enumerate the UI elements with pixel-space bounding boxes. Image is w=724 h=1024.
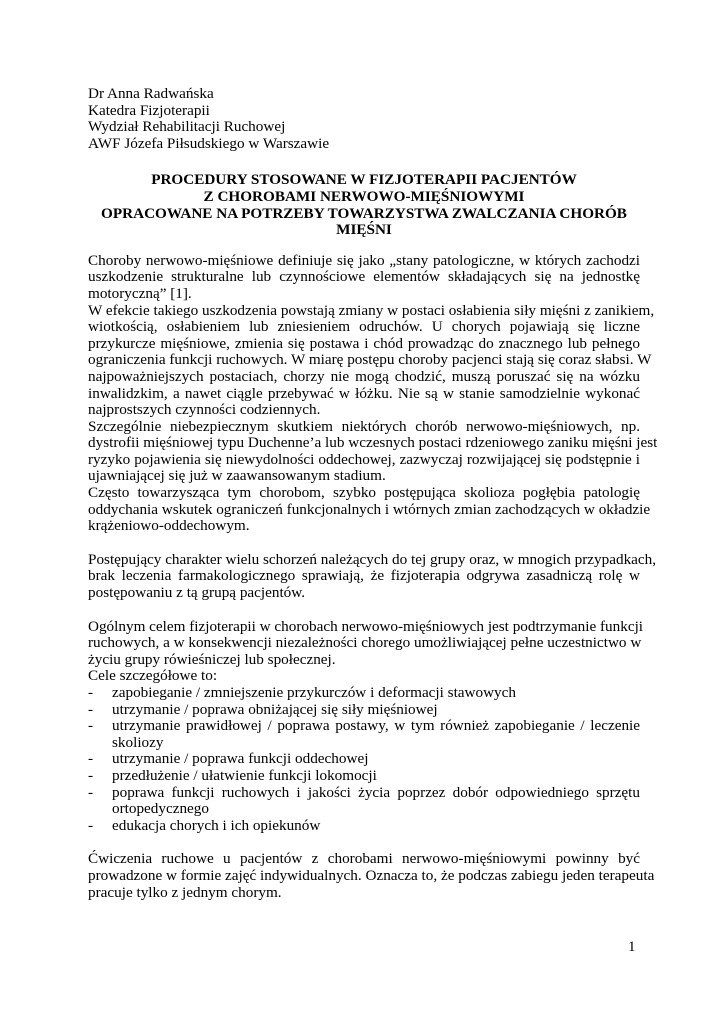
list-item-text: przedłużenie / ułatwienie funkcji lokomocji xyxy=(112,766,377,784)
text-line: najpoważniejszych postaciach, chorzy nie mogą chodzić, muszą poruszać się na wózku xyxy=(88,367,640,385)
text-line: W efekcie takiego uszkodzenia powstają zmiany w postaci osłabienia siły mięśni z zanikiem, xyxy=(88,301,655,319)
text-line: Szczególnie niebezpiecznym skutkiem niektórych chorób nerwowo-mięśniowych, np. xyxy=(88,417,640,435)
text-line: ograniczenia funkcji ruchowych. W miarę postępu choroby pacjenci stają się coraz słabsi. W xyxy=(88,351,652,369)
list-item xyxy=(88,768,640,785)
list-item-text: utrzymanie / poprawa obniżającej się siły mięśniowej xyxy=(112,700,438,718)
page-number: 1 xyxy=(628,939,636,955)
list-item-text: poprawa funkcji ruchowych i jakości życia poprzez dobór odpowiedniego sprzętu xyxy=(112,783,640,801)
intro-paragraph-1 xyxy=(88,253,640,303)
text-line: Ogólnym celem fizjoterapii w chorobach nerwowo-mięśniowych jest podtrzymanie funkcji xyxy=(88,617,644,635)
goal-paragraph xyxy=(88,617,644,835)
list-dash: - xyxy=(88,766,94,784)
list-dash: - xyxy=(88,684,94,701)
text-line: Często towarzysząca tym chorobom, szybko postępująca skolioza pogłębia patologię xyxy=(88,484,640,502)
text-line: postępowaniu z tą grupą pacjentów. xyxy=(88,584,306,602)
text-line: prowadzone w formie zajęć indywidualnych. Oznacza to, że podczas zabiegu jeden terapeuta xyxy=(88,866,655,884)
text-line: motoryczną” [1]. xyxy=(88,284,192,302)
list-item-text: ortopedycznego xyxy=(112,800,209,818)
document-page xyxy=(88,85,658,901)
list-item-text: zapobieganie / zmniejszenie przykurczów i deformacji stawowych xyxy=(112,684,516,701)
list-item-text: skoliozy xyxy=(112,733,164,751)
text-line: Ćwiczenia ruchowe u pacjentów z chorobami nerwowo-mięśniowymi powinny być xyxy=(88,850,640,868)
list-item xyxy=(88,702,640,719)
text-line: Choroby nerwowo-mięśniowe definiuje się jako „stany patologiczne, w których zachodzi xyxy=(88,251,640,269)
intro-section xyxy=(88,251,658,535)
list-item xyxy=(88,685,640,702)
objectives-heading: Cele szczegółowe to: xyxy=(88,667,218,685)
list-item xyxy=(88,718,640,751)
progressive-paragraph xyxy=(88,550,657,602)
text-line: uszkodzenie strukturalne lub czynnościowe elementów składających się na jednostkę xyxy=(88,268,640,286)
list-item xyxy=(88,785,640,818)
list-dash: - xyxy=(88,783,94,801)
author-name: Dr Anna Radwańska xyxy=(88,85,214,102)
text-line: ruchowych, a w konsekwencji niezależności chorego umożliwiającej pełne uczestnictwo w xyxy=(88,634,642,652)
title-line: MIĘŚNI xyxy=(336,221,392,239)
title-line: Z CHOROBAMI NERWOWO-MIĘŚNIOWYMI xyxy=(203,187,525,205)
document-title xyxy=(88,172,640,238)
author-department: Katedra Fizjoterapii xyxy=(88,101,210,119)
list-item-text: edukacja chorych i ich opiekunów xyxy=(112,816,321,834)
text-line: brak leczenia farmakologicznego sprawiają, że fizjoterapia odgrywa zasadniczą rolę w xyxy=(88,567,640,585)
exercises-paragraph xyxy=(88,850,655,901)
list-dash: - xyxy=(88,717,94,735)
objectives-list xyxy=(88,685,640,834)
text-line: ryzyko pojawienia się niewydolności oddechowej, zazwyczaj rozwijającej się podstępnie i xyxy=(88,450,640,468)
author-faculty: Wydział Rehabilitacji Ruchowej xyxy=(88,118,286,136)
list-dash: - xyxy=(88,750,94,768)
intro-paragraph-3 xyxy=(88,417,658,485)
title-line: OPRACOWANE NA POTRZEBY TOWARZYSTWA ZWALCZANIA CHORÓB xyxy=(101,204,627,222)
text-line: oddychania wskutek ograniczeń funkcjonalnych i wtórnych zmian zachodzących w okładzie xyxy=(88,500,651,518)
text-line: najprostszych czynności codziennych. xyxy=(88,401,321,419)
text-line: pracuje tylko z jednym chorym. xyxy=(88,883,282,901)
author-university: AWF Józefa Piłsudskiego w Warszawie xyxy=(88,134,330,152)
text-line: przykurcze mięśniowe, zmienia się postawa i chód prowadząc do znacznego lub pełnego xyxy=(88,334,640,352)
intro-paragraph-2 xyxy=(88,301,655,419)
text-line: wiotkością, osłabieniem lub zniesieniem odruchów. U chorych pojawiają się liczne xyxy=(88,318,640,336)
author-block xyxy=(88,86,640,152)
title-line: PROCEDURY STOSOWANE W FIZJOTERAPII PACJENTÓW xyxy=(151,171,577,189)
text-line: ujawniającej się już w zaawansowanym stadium. xyxy=(88,467,386,485)
text-line: inwalidzkim, a nawet ciągle przebywać w łóżku. Nie są w stanie samodzielnie wykonać xyxy=(88,384,640,402)
text-line: krążeniowo-oddechowym. xyxy=(88,517,250,535)
list-dash: - xyxy=(88,816,94,834)
text-line: Postępujący charakter wielu schorzeń należących do tej grupy oraz, w mnogich przypadkach, xyxy=(88,550,657,568)
list-item xyxy=(88,751,640,768)
list-dash: - xyxy=(88,700,94,718)
list-item xyxy=(88,818,640,835)
intro-paragraph-4 xyxy=(88,484,651,535)
text-line: życiu grupy rówieśniczej lub społecznej. xyxy=(88,650,336,668)
list-item-text: utrzymanie / poprawa funkcji oddechowej xyxy=(112,750,369,768)
text-line: dystrofii mięśniowej typu Duchenne’a lub wczesnych postaci rdzeniowego zaniku mięśni jest xyxy=(88,434,658,452)
list-item-text: utrzymanie prawidłowej / poprawa postawy, w tym również zapobieganie / leczenie xyxy=(112,717,640,735)
